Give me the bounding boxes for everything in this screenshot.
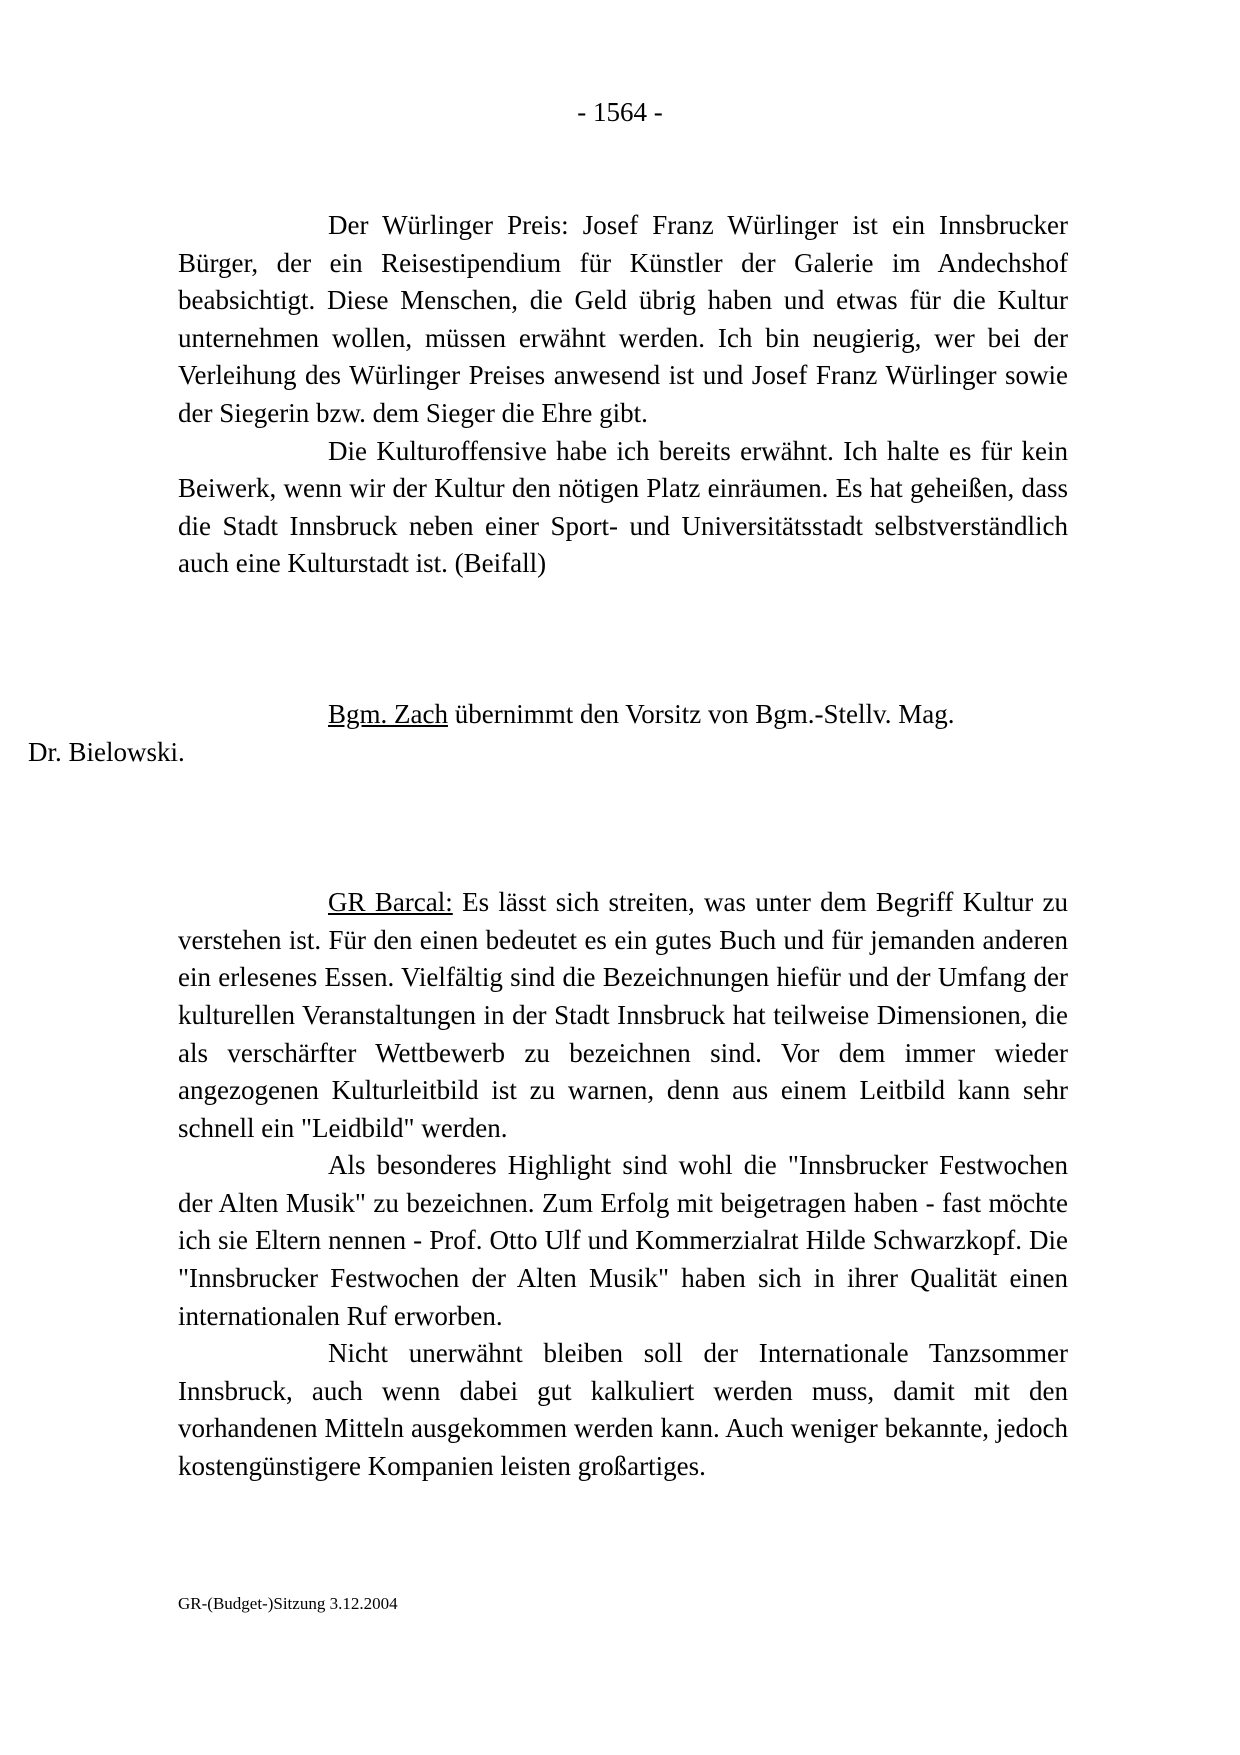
paragraph-barcal-intro: [178, 884, 1068, 1147]
chair-change-text: übernimmt den Vorsitz von Bgm.-Stellv. Mag.: [447, 698, 955, 729]
paragraph-wuerlinger-preis: Der Würlinger Preis: Josef Franz Würlinger ist ein Innsbrucker Bürger, der ein Reisestipendium für Künstler der Galerie im Andechshof beabsichtigt. Diese Menschen, die Geld übrig haben und etwas für die Kultur unternehmen wollen, müssen erwähnt werden. Ich bin neugierig, wer bei der Verleihung des Würlinger Preises anwesend ist und Josef Franz Würlinger sowie der Siegerin bzw. dem Sieger die Ehre gibt.: [178, 210, 1068, 428]
document-body: [28, 207, 1069, 1486]
speaker-name: Bgm. Zach: [328, 698, 448, 729]
chair-change-note: [28, 696, 1068, 771]
paragraph-text: Es lässt sich streiten, was unter dem Begriff Kultur zu verstehen ist. Für den einen bedeutet es ein gutes Buch und für jemanden anderen ein erlesenes Essen. Vielfältig sind die Bezeichnungen hiefür und der Umfang der kulturellen Veranstaltungen in der Stadt Innsbruck hat teilweise Dimensionen, die als verschärfter Wettbewerb zu bezeichnen sind. Vor dem immer wieder angezogenen Kulturleitbild ist zu warnen, denn aus einem Leitbild kann sehr schnell ein "Leidbild" werden.: [178, 887, 1069, 1143]
page-number: - 1564 -: [577, 97, 663, 127]
paragraph-kulturoffensive: Die Kulturoffensive habe ich bereits erwähnt. Ich halte es für kein Beiwerk, wenn wir der Kultur den nötigen Platz einräumen. Es hat geheißen, dass die Stadt Innsbruck neben einer Sport- und Universitätsstadt selbstverständlich auch eine Kulturstadt ist. (Beifall): [178, 435, 1068, 579]
page-footer: GR-(Budget-)Sitzung 3.12.2004: [178, 1594, 398, 1613]
chair-change-text-continued: Dr. Bielowski.: [28, 736, 185, 767]
speaker-name: GR Barcal:: [328, 887, 453, 918]
paragraph-festwochen: Als besonderes Highlight sind wohl die "Innsbrucker Festwochen der Alten Musik" zu bezeichnen. Zum Erfolg mit beigetragen haben - fast möchte ich sie Eltern nennen - Prof. Otto Ulf und Kommerzialrat Hilde Schwarzkopf. Die "Innsbrucker Festwochen der Alten Musik" haben sich in ihrer Qualität einen internationalen Ruf erworben.: [178, 1150, 1068, 1331]
paragraph-tanzsommer: Nicht unerwähnt bleiben soll der Internationale Tanzsommer Innsbruck, auch wenn dabei gut kalkuliert werden muss, damit mit den vorhandenen Mitteln ausgekommen werden kann. Auch weniger bekannte, jedoch kostengünstigere Kompanien leisten großartiges.: [178, 1338, 1068, 1482]
spacer: [178, 771, 1068, 884]
spacer: [178, 583, 1068, 696]
